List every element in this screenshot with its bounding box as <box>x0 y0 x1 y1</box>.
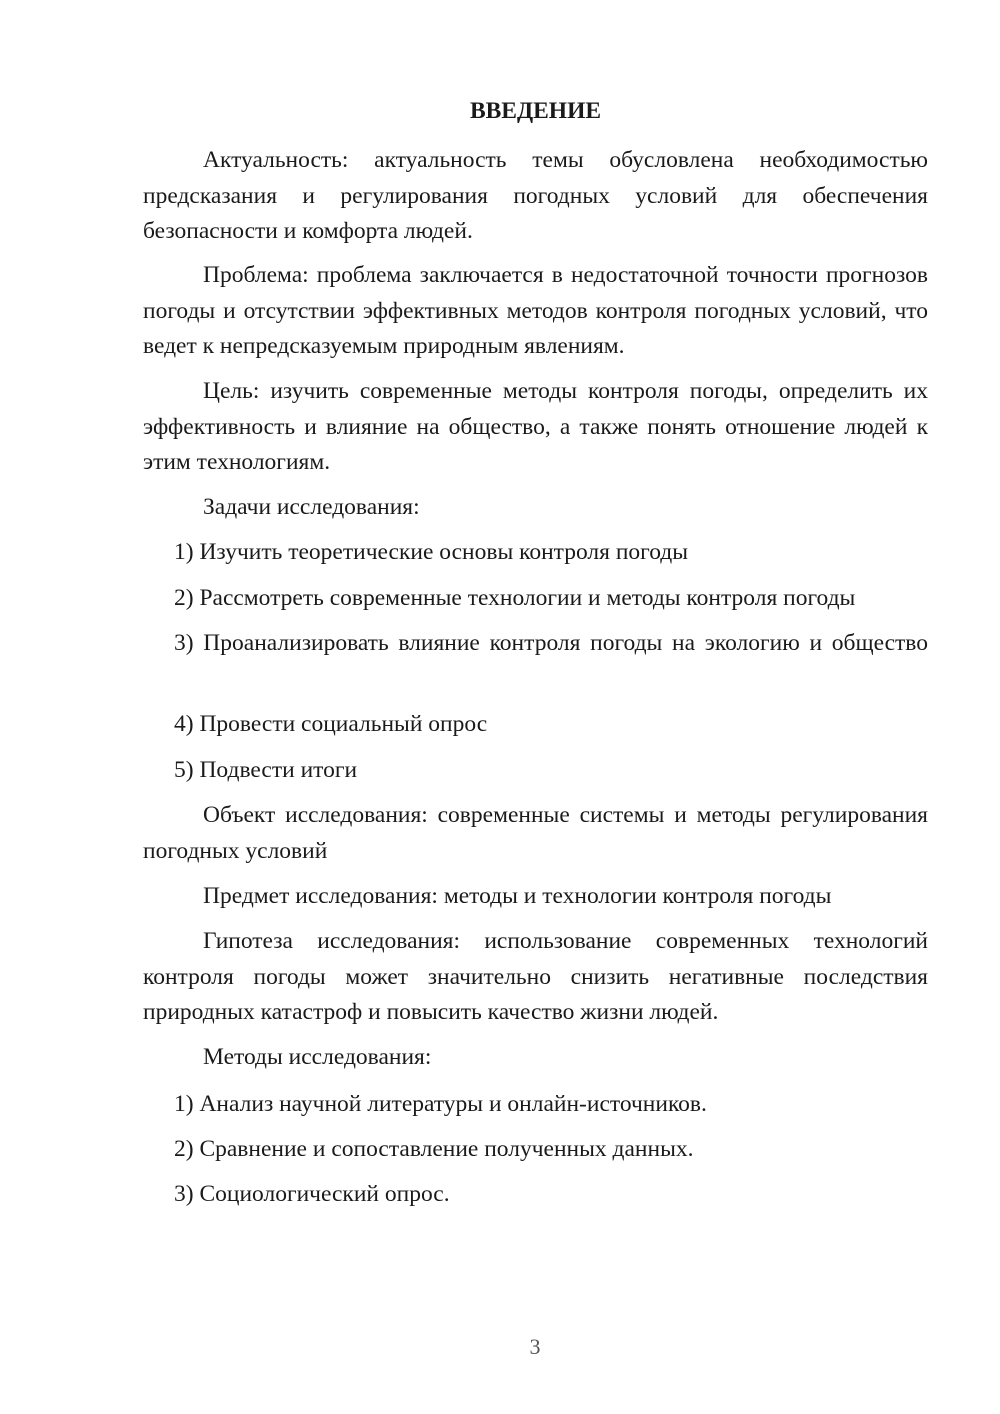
subject-paragraph: Предмет исследования: методы и технологии контроля погоды <box>203 883 832 909</box>
tasks-heading: Задачи исследования: <box>203 494 420 520</box>
method-item: 2) Сравнение и сопоставление полученных данных. <box>174 1136 694 1162</box>
task-item: 1) Изучить теоретические основы контроля погоды <box>174 539 689 565</box>
methods-heading: Методы исследования: <box>203 1044 432 1070</box>
problem-paragraph: Проблема: проблема заключается в недостаточной точности прогнозов погоды и отсутствии эффективных методов контроля погодных условий, что ведет к непредсказуемым природным явлениям. <box>143 262 928 359</box>
method-item: 3) Социологический опрос. <box>174 1181 450 1207</box>
relevance-paragraph: Актуальность: актуальность темы обусловлена необходимостью предсказания и регулирования погодных условий для обеспечения безопасности и комфорта людей. <box>143 147 928 244</box>
page-number: 3 <box>529 1334 541 1359</box>
task-item: 2) Рассмотреть современные технологии и методы контроля погоды <box>174 585 856 611</box>
hypothesis-paragraph: Гипотеза исследования: использование современных технологий контроля погоды может значительно снизить негативные последствия природных катастроф и повысить качество жизни людей. <box>143 928 928 1025</box>
goal-paragraph: Цель: изучить современные методы контроля погоды, определить их эффективность и влияние на общество, а также понять отношение людей к этим технологиям. <box>143 378 928 475</box>
task-item: 5) Подвести итоги <box>174 757 358 783</box>
object-paragraph: Объект исследования: современные системы и методы регулирования погодных условий <box>143 802 928 864</box>
method-item: 1) Анализ научной литературы и онлайн-источников. <box>174 1091 707 1117</box>
task-item: 3) Проанализировать влияние контроля погоды на экологию и общество <box>174 630 928 656</box>
page-title: ВВЕДЕНИЕ <box>469 98 602 124</box>
task-item: 4) Провести социальный опрос <box>174 711 488 737</box>
